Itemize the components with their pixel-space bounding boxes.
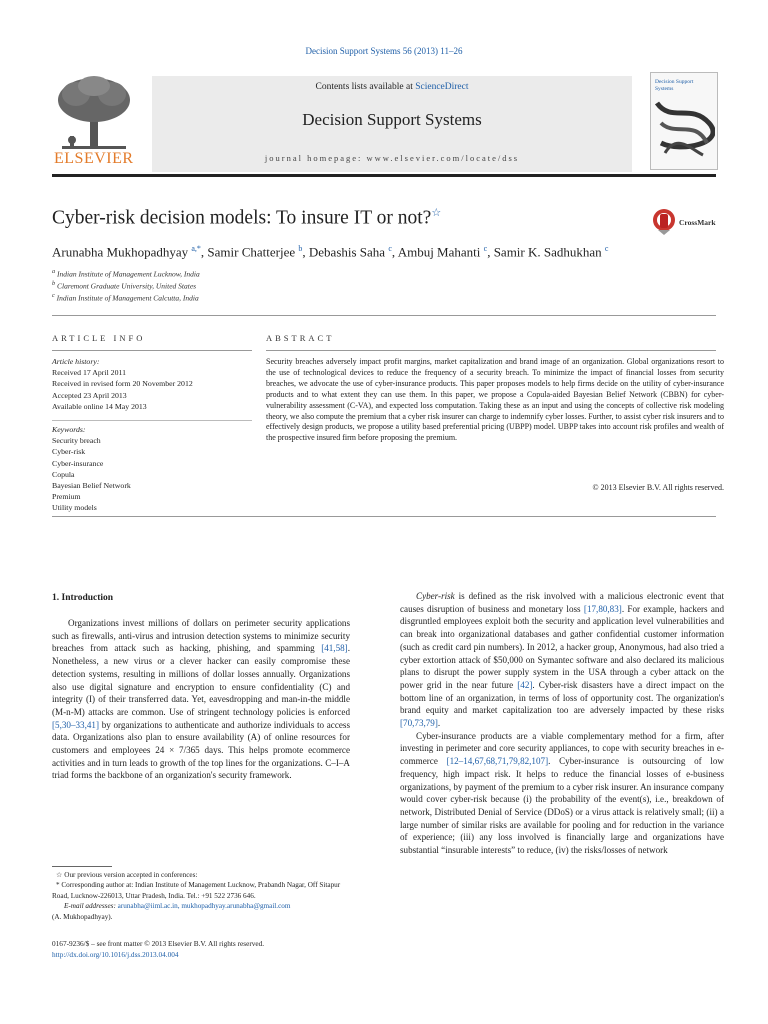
author-name: Debashis Saha	[308, 244, 386, 260]
keywords-list	[52, 424, 252, 514]
paragraph	[400, 730, 724, 857]
journal-reference-link[interactable]: Decision Support Systems 56 (2013) 11–26	[305, 46, 463, 56]
text-run: . Nonetheless, a new virus or a clever hacker can easily compromise these detection systems, resulting in millions of dollar losses annually. Organizations also use digital signature and encryption to ensure confidentiality (C) and integrity (I) of their transferred data. Yet, eavesdropping and man-in-the middle (M-n-M) attacks are common. Use of stringent technology policies is enforced	[52, 643, 350, 717]
keyword: Copula	[52, 469, 75, 479]
keywords-label: Keywords:	[52, 425, 86, 434]
article-info-heading: ARTICLE INFO	[52, 333, 146, 343]
footnote-star-mark: ☆	[56, 871, 63, 879]
paragraph	[52, 617, 350, 782]
author-name: Arunabha Mukhopadhyay	[52, 244, 189, 260]
history-item: Available online 14 May 2013	[52, 401, 147, 411]
journal-homepage-link[interactable]: journal homepage: www.elsevier.com/locate/dss	[264, 153, 520, 163]
text-run: is defined as the risk involved with a malicious electronic event that causes disruption of business and monetary loss	[400, 591, 724, 614]
text-run: . Cyber-risk disasters have a direct impact on the bottom line of an organization, in terms of loss of opportunity cost. The organization's brand equity and market capitalization too are adversely impacted by these risks	[400, 679, 724, 716]
keyword: Cyber-insurance	[52, 458, 104, 468]
text-run: . Cyber-insurance is outsourcing of low frequency, high impact risk. It helps to reduce the financial losses of e-business organizations, by payment of the premium to a cyber risk insurer. An insurance company would cover cyber-risk because (i) the probability of the event(s), i.e., breakdown of network, Distributed Denial of Service (DDoS) or a virus attack is relatively small; (ii) a large number of similar risks are available for pooling and for reduction in the variance of experience; (iii) any loss involved is financially large and organizations have substantial “insurable interests” to reduce, (iv) the risks/losses of network	[400, 756, 724, 856]
author-affiliation-mark[interactable]: a,*	[191, 244, 201, 253]
keyword: Premium	[52, 492, 81, 502]
cover-artwork	[651, 93, 715, 163]
footnote-corr-mark: *	[56, 881, 60, 890]
footnote-email: E-mail addresses: arunabha@iiml.ac.in, mukhopadhyay.arunabha@gmail.com	[64, 902, 291, 911]
cover-title: Decision Support Systems	[655, 79, 694, 92]
citation-link[interactable]: [70,73,79]	[400, 718, 438, 729]
italic-term: Cyber-risk	[416, 591, 455, 601]
issn-line: 0167-9236/$ – see front matter © 2013 Elsevier B.V. All rights reserved.	[52, 939, 265, 948]
author-affiliation-mark[interactable]: c	[388, 244, 392, 253]
keyword: Security breach	[52, 436, 101, 446]
keyword: Cyber-risk	[52, 447, 86, 457]
author-email-link[interactable]: arunabha@iiml.ac.in, mukhopadhyay.arunabha@gmail.com	[117, 902, 291, 911]
doi-link[interactable]: http://dx.doi.org/10.1016/j.dss.2013.04.004	[52, 950, 179, 959]
history-label: Article history:	[52, 357, 100, 366]
history-item: Received 17 April 2011	[52, 368, 126, 378]
body-column-right	[400, 590, 724, 857]
history-item: Received in revised form 20 November 2012	[52, 379, 193, 389]
journal-cover-thumbnail	[650, 72, 718, 170]
citation-link[interactable]: [41,58]	[321, 643, 348, 654]
abstract-text: Security breaches adversely impact profit margins, market capitalization and brand image of an organization. Global organizations resort to the use of technological devices to reduce the frequency of a security breach. To minimize the impact of financial losses from security breaches, we advocate the use of cyber-insurance products. This paper proposes models to help firms decide on the utility of cyber-insurance products and to what extent they can use them. In this paper, we propose a Copula-aided Bayesian Belief Network (CBBN) for cyber-vulnerability assessment (C-VA), and expected loss computation. Taking these as an input and using the concepts of collective risk modeling theory, we also compute the premium that a cyber risk insurer can charge to indemnify cyber losses. Further, to assist cyber risk insurers and to effectively design products, we propose a utility based preferential pricing (UBPP) model. UBPP takes into account risk profiles and wealth of the prospective insured firm before proposing the premium.	[266, 357, 724, 443]
body-column-left	[52, 617, 350, 782]
footnote-rule	[52, 866, 112, 867]
keyword: Bayesian Belief Network	[52, 481, 131, 491]
footnotes	[52, 870, 352, 922]
footnote-corresponding: * Corresponding author at: Indian Institute of Management Lucknow, Prabandh Nagar, Off Sitapur Road, Lucknow-226013, Uttar Pradesh, India. Tel.: +91 522 2736 646.	[52, 881, 341, 900]
author-name: Ambuj Mahanti	[397, 244, 481, 260]
crossmark-label: CrossMark	[679, 217, 716, 227]
citation-link[interactable]: [17,80,83]	[583, 603, 622, 614]
introduction-heading: 1. Introduction	[52, 593, 114, 603]
text-run: by organizations to authenticate and authorize individuals to access data. Organizations also plan to ensure availability (A) of online resources for customers and employees 24 × 7/365 days. This helps promote ecommerce activities and in turn leads to growth of the top lines for the organizations. C–I–A triad forms the backbone of an organization's security framework.	[52, 719, 350, 781]
journal-name: Decision Support Systems	[302, 110, 482, 129]
body-rule	[52, 516, 716, 517]
article-history	[52, 356, 252, 412]
title-footnote-mark[interactable]: ☆	[431, 207, 442, 219]
footnote-star: ☆ Our previous version accepted in conferences:	[56, 871, 198, 879]
bottom-meta	[52, 938, 264, 960]
author-affiliation-mark[interactable]: c	[604, 244, 609, 253]
affiliation: $^b$ Claremont Graduate University, United States	[52, 280, 197, 291]
keywords-rule	[52, 420, 252, 421]
abstract-heading: ABSTRACT	[266, 333, 335, 343]
author-list: Arunabha Mukhopadhyay $^{a,*}$, Samir Chatterjee $^b$, Debashis Saha $^c$, Ambuj Mahanti $^c$, Samir K. Sadhukhan $^c$	[52, 244, 609, 260]
text-run: Cyber-insurance products are a viable complementary method for a firm, after investing in perimeter and core security appliances, to cope with security breaches in e-commerce	[400, 730, 724, 767]
crossmark-icon	[652, 208, 676, 236]
abstract-copyright: © 2013 Elsevier B.V. All rights reserved.	[592, 483, 724, 492]
section-rule	[52, 315, 716, 316]
affiliation: $^c$ Indian Institute of Management Calcutta, India	[52, 292, 199, 303]
text-run: Organizations invest millions of dollars on perimeter security applications such as firewalls, anti-virus and intrusion detection systems to minimize security breaches from attack such as hacking, phishing, and spamming	[52, 618, 350, 654]
contents-line: Contents lists available at ScienceDirect	[315, 82, 469, 92]
keyword: Utility models	[52, 503, 97, 513]
header-rule	[52, 174, 716, 177]
elsevier-wordmark: ELSEVIER	[54, 150, 134, 167]
article-info-rule	[52, 350, 252, 351]
citation-link[interactable]: [12–14,67,68,71,79,82,107]	[446, 756, 549, 767]
sciencedirect-link[interactable]: ScienceDirect	[415, 82, 469, 92]
citation-link[interactable]: [42]	[517, 679, 533, 690]
author-name: Samir K. Sadhukhan	[493, 244, 602, 260]
history-item: Accepted 23 April 2013	[52, 390, 127, 400]
text-run: .	[437, 718, 441, 729]
author-affiliation-mark[interactable]: b	[298, 244, 303, 253]
paragraph	[400, 590, 724, 730]
crossmark-badge[interactable]	[652, 208, 716, 236]
text-run: . For example, hackers and disgruntled employees exploit both the security and application level vulnerabilities and can break into organizational databases and gather confidential customer information (such as credit card pin numbers). In 2012, a hacker group, Anonymous, had also tried a cyber extortion attack of $50,000 on Symantec software and also declared its malicious plans to disrupt the power supply system in the USA through a cyber attack on the power grid in the near future	[400, 603, 724, 690]
author-name: Samir Chatterjee	[207, 244, 296, 260]
citation-link[interactable]: [5,30–33,41]	[52, 719, 99, 730]
abstract-rule	[266, 350, 716, 351]
author-affiliation-mark[interactable]: c	[483, 244, 488, 253]
article-title: Cyber-risk decision models: To insure IT or not?☆	[52, 207, 442, 229]
footnote-email-owner: (A. Mukhopadhyay).	[52, 912, 113, 921]
affiliation: $^a$ Indian Institute of Management Lucknow, India	[52, 268, 200, 279]
